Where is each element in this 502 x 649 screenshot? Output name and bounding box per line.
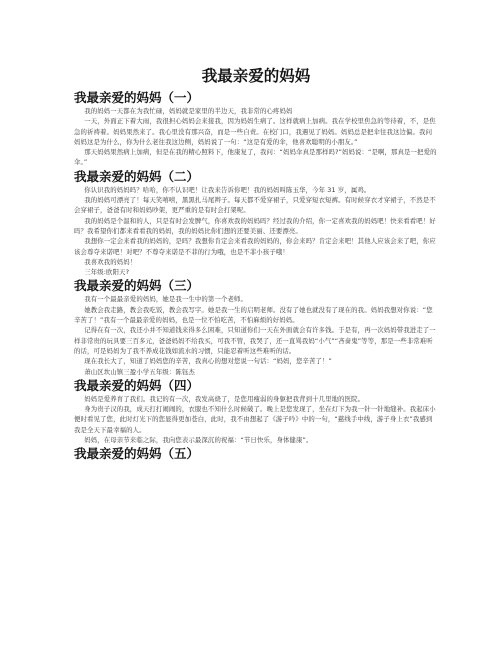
- document-title: 我最亲爱的妈妈: [201, 67, 311, 85]
- paragraph: 那天妈妈果然病上加病，但是在我的精心照料下，他康复了，我问：“妈妈伞真是那样吗?”妈妈说：“是啊，那真是一把爱的伞。”: [74, 148, 437, 167]
- section-heading: 我最亲爱的妈妈（二）: [74, 168, 200, 184]
- section-heading: 我最亲爱的妈妈（四）: [74, 377, 200, 393]
- paragraph: 我的妈妈一天都在为我忙碌，妈妈就是家里的半边天，我非常的心疼妈妈: [84, 107, 293, 115]
- paragraph: 记得在有一次，我还小并不知道钱来得多么困难，只知道你们一天在外面就会有许多钱。于是有，再一次妈妈带我进走了一样非常贵的玩具要三百多元，爸爸妈妈不给我买，可我不管，我哭了，还一直骂我妈“小气”“吝啬鬼”等等，那是一些非常难听的话，可是妈妈为了我不养成花钱如流水的习惯，只能忍着听这些难听的话。: [74, 326, 436, 355]
- paragraph: 我的妈妈可漂亮了！每天笑嘻嘻，黑黑扎马尾辫子。每天都不爱穿裙子，只爱穿短衣短裤。有时候穿衣才穿裙子，不然是不会穿裙子，爸爸有时和妈妈吵架，更严重的是有时会打架呢。: [74, 196, 436, 215]
- paragraph: 我喜欢我的妈妈！: [84, 257, 137, 266]
- paragraph: 身为贵子汉的我，成天打打闹闹的，衣服也不知什么时候破了。晚上是您发现了，坐在灯下为我一针一针地缝补。我起床小便时看见了您，此时灯光下的您显得更加苍白，此时，我不由想起了《游子吟》中的一句，“慈线手中线，游子身上衣”我感到我是全天下最幸福的人。: [74, 405, 436, 434]
- section-1: [74, 90, 438, 168]
- paragraph: 一天，外面正下着大雨，我很担心妈妈会来接我，因为妈妈生病了。这样就病上加病。我在学校里焦急的等待着，不，是焦急的祈祷着。妈妈果然来了。我心里没有那兴奋，而是一些自责。在校门口，我遇见了妈妈。妈妈总是把伞往我这边偏。我问妈妈这是为什么，你为什么老往我这边侧，妈妈说了一句：“这是有爱的伞，他喜欢聪明的小朋友。”: [74, 117, 436, 146]
- section-3: [74, 278, 438, 376]
- document-page: [74, 66, 438, 463]
- section-heading: 我最亲爱的妈妈（一）: [74, 90, 200, 105]
- paragraph: 我有一个最最亲爱的妈妈，她是我一生中的第一个老师。: [84, 295, 247, 304]
- paragraph: 现在我长大了，知道了妈妈您的辛苦，我真心的想对您说一句话：“妈妈，您辛苦了！”: [84, 357, 332, 366]
- paragraph: 我的妈妈是个温和的人，只是有时会发脾气，你喜欢我的妈妈吗？经过我的介绍，你一定喜欢我的妈妈吧！快来看看吧！好吗？我希望你们都来看看我的妈妈，我的妈妈比你们想的还要美丽、还要漂亮。: [74, 216, 436, 235]
- paragraph: 我想你一定会来看我的妈妈的，是吗？我想你肯定会来看我的妈妈的，你会来吗？肯定会来吧！其他人应该会来了吧，你应该会尊夺来诺吧！对吧？不尊夺来诺是不菲的行为哦，也是不菲小孩子哦！: [74, 237, 436, 256]
- section-heading: 我最亲爱的妈妈（三）: [74, 278, 200, 294]
- section-2: [74, 169, 438, 278]
- paragraph: 妈妈，在母亲节来临之际，我向您表示最深沉的祝福：“节日快乐，身体健康”。: [84, 436, 313, 445]
- paragraph: 妈妈是爱养育了我们。我记的有一次，我发高烧了，是您用瘦弱的身躯把我背到十几里地的医院。: [84, 394, 365, 403]
- section-4: [74, 378, 438, 445]
- section-heading: 我最亲爱的妈妈（五）: [74, 446, 200, 462]
- author-line: 萧山区坎山镇三盈小学五年级：陈钰杰: [84, 367, 195, 376]
- paragraph: 你认识我的妈妈吗？哈哈，你不认识吧！让我来告诉你吧！我的妈妈叫陈玉华，今年 31 岁，属鸡。: [84, 185, 371, 194]
- author-line: 三年级:欧阳天?: [84, 268, 130, 277]
- section-5: [74, 446, 438, 462]
- paragraph: 她教会我走路，教会我吃饭，教会我写字。她是我一生的启明老师。没有了她也就没有了现在的我。妈妈我想对你说：“您辛苦了！”我有一个最最亲爱的妈妈，也是一位不怕吃苦，不怕麻烦的好妈妈。: [74, 305, 433, 325]
